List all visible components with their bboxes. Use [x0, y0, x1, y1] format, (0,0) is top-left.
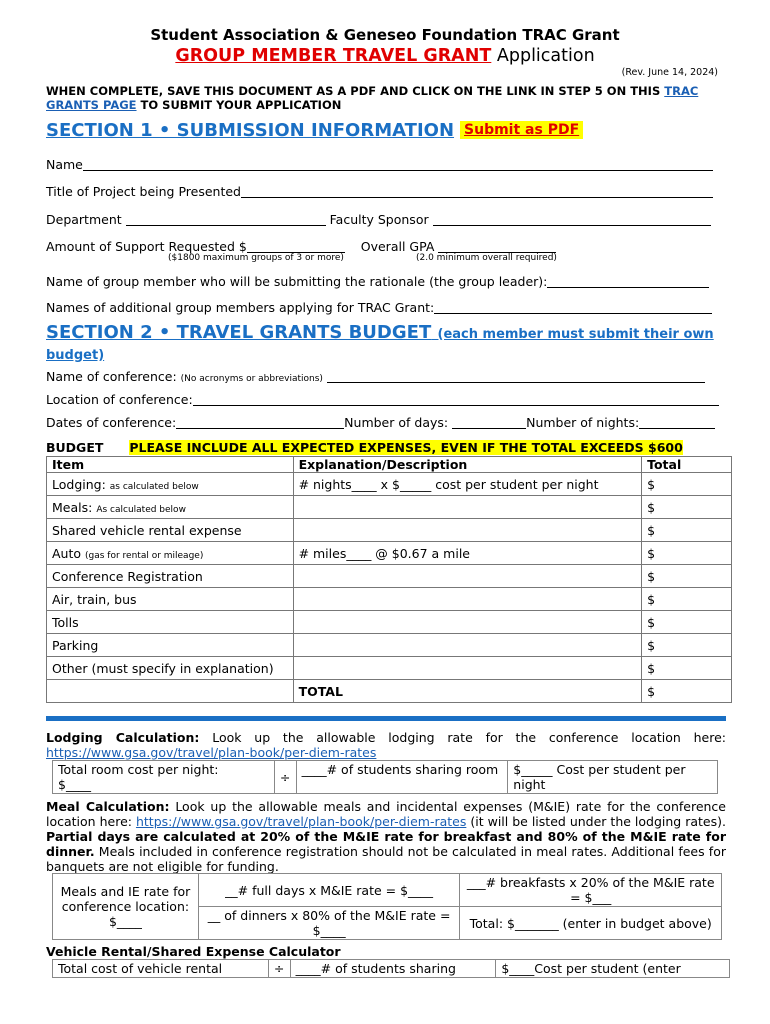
gpa-hint: (2.0 minimum overall required) [416, 253, 557, 263]
conference-dates-label: Dates of conference: [46, 415, 177, 430]
form-subtitle-suffix: Application [491, 46, 595, 66]
lodging-calc-table [52, 760, 718, 794]
budget-row [47, 565, 732, 588]
budget-row [47, 588, 732, 611]
room-cost-label: Total room cost per night: [58, 762, 219, 777]
nights-field[interactable] [639, 415, 715, 429]
dinners-cell[interactable]: __ of dinners x 80% of the M&IE rate = $____ [198, 907, 460, 940]
meal-gsa-link[interactable]: https://www.gsa.gov/travel/plan-book/per-diem-rates [135, 814, 467, 829]
meal-calc-table [52, 873, 722, 940]
budget-total-cell[interactable]: $ [642, 657, 732, 680]
meal-calc-partial-days: Partial days are calculated at 20% of the M&IE rate for breakfast and 80% of the M&IE rate for dinner. [46, 829, 726, 859]
budget-row [47, 496, 732, 519]
budget-explanation-cell[interactable] [293, 657, 642, 680]
amount-row [46, 239, 556, 254]
budget-item-cell [47, 634, 294, 657]
total-value[interactable]: $ [642, 680, 732, 703]
meal-calc-heading: Meal Calculation: [46, 799, 170, 814]
total-label: TOTAL [293, 680, 642, 703]
submission-instructions [46, 84, 726, 112]
budget-total-cell[interactable]: $ [642, 496, 732, 519]
vehicle-calc-table [52, 959, 730, 978]
budget-item-cell [47, 657, 294, 680]
budget-item-label: Shared vehicle rental expense [52, 522, 242, 538]
col-item: Item [47, 457, 294, 473]
amount-hint: ($1800 maximum groups of 3 or more) [168, 253, 344, 263]
meal-rate-label: Meals and IE rate for conference location: [60, 884, 191, 914]
department-field[interactable] [126, 212, 326, 226]
department-label: Department [46, 212, 122, 227]
meal-calc-desc-1: Look up the allowable meals and incidental expenses (M&IE) rate for the conference location here: [46, 799, 726, 829]
faculty-sponsor-label: Faculty Sponsor [329, 212, 429, 227]
group-leader-label: Name of group member who will be submitting the rationale (the group leader): [46, 274, 548, 289]
meal-calc-desc-3: Meals included in conference registration should not be calculated in meal rates. Additional fees for banquets are not eligible for funding. [46, 844, 726, 874]
faculty-sponsor-field[interactable] [433, 212, 711, 226]
lodging-calc-text [46, 730, 726, 760]
vehicle-students-cell[interactable]: ____# of students sharing [290, 960, 496, 978]
project-title-row [46, 184, 713, 199]
budget-item-cell [47, 473, 294, 496]
budget-total-cell[interactable]: $ [642, 473, 732, 496]
col-explanation: Explanation/Description [293, 457, 642, 473]
section2-heading [46, 323, 726, 365]
name-label: Name [46, 157, 83, 172]
budget-item-label: Lodging: [52, 476, 106, 492]
budget-item-label: Air, train, bus [52, 591, 137, 607]
section2-heading-text: SECTION 2 • TRAVEL GRANTS BUDGET [46, 322, 432, 343]
conference-name-label: Name of conference: [46, 369, 177, 384]
conference-location-row [46, 392, 719, 407]
conference-location-label: Location of conference: [46, 392, 193, 407]
name-field[interactable] [83, 157, 713, 171]
budget-explanation-cell[interactable]: # nights____ x $_____ cost per student per night [293, 473, 642, 496]
budget-explanation-cell[interactable] [293, 588, 642, 611]
lodging-gsa-link[interactable]: https://www.gsa.gov/travel/plan-book/per-diem-rates [46, 745, 377, 760]
budget-item-cell [47, 565, 294, 588]
breakfasts-cell[interactable]: ___# breakfasts x 20% of the M&IE rate = $___ [460, 874, 722, 907]
instructions-text-2: TO SUBMIT YOUR APPLICATION [136, 98, 342, 112]
col-total: Total [642, 457, 732, 473]
budget-total-cell[interactable]: $ [642, 565, 732, 588]
budget-item-label: Auto [52, 545, 82, 561]
budget-explanation-cell[interactable] [293, 519, 642, 542]
conference-dates-field[interactable] [176, 415, 344, 429]
section1-heading-text: SECTION 1 • SUBMISSION INFORMATION [46, 120, 455, 141]
budget-item-label: Conference Registration [52, 568, 203, 584]
full-days-cell[interactable]: __# full days x M&IE rate = $____ [198, 874, 460, 907]
budget-table [46, 456, 732, 703]
meal-rate-value: $____ [108, 914, 142, 929]
revision-date: (Rev. June 14, 2024) [621, 67, 718, 78]
budget-item-cell [47, 542, 294, 565]
trac-grants-link[interactable]: TRAC GRANTS PAGE [46, 84, 699, 112]
form-subtitle [0, 46, 770, 66]
budget-header [46, 440, 683, 455]
students-sharing-room-cell[interactable]: ____# of students sharing room [296, 761, 508, 794]
project-title-label: Title of Project being Presented [46, 184, 241, 199]
form-title: Student Association & Geneseo Foundation TRAC Grant [150, 26, 620, 44]
budget-item-note: as calculated below [109, 481, 199, 492]
group-leader-row [46, 274, 709, 289]
budget-total-cell[interactable]: $ [642, 542, 732, 565]
meal-calc-desc-2: (it will be listed under the lodging rates). [466, 814, 726, 829]
meal-calc-text [46, 799, 726, 874]
lodging-calc-heading: Lodging Calculation: [46, 730, 200, 745]
budget-item-note: As calculated below [96, 504, 186, 515]
additional-members-label: Names of additional group members applying for TRAC Grant: [46, 300, 435, 315]
vehicle-cost-per-student-cell[interactable]: $____Cost per student (enter [496, 960, 730, 978]
budget-explanation-cell[interactable] [293, 634, 642, 657]
meal-total-cell[interactable]: Total: $_______ (enter in budget above) [460, 907, 722, 940]
budget-explanation-cell[interactable] [293, 496, 642, 519]
budget-header-row [47, 457, 732, 473]
budget-row [47, 519, 732, 542]
conference-name-field[interactable] [327, 369, 705, 383]
budget-total-cell[interactable]: $ [642, 519, 732, 542]
conference-name-row [46, 369, 705, 384]
amount-field[interactable] [247, 239, 345, 253]
budget-label: BUDGET [46, 440, 104, 455]
conference-dates-row [46, 415, 715, 430]
budget-total-row [47, 680, 732, 703]
budget-item-cell [47, 519, 294, 542]
section-divider [46, 716, 726, 721]
submit-pdf-button[interactable]: Submit as PDF [460, 121, 583, 139]
budget-item-cell [47, 588, 294, 611]
budget-row [47, 611, 732, 634]
budget-item-label: Other (must specify in explanation) [52, 660, 274, 676]
budget-explanation-cell[interactable] [293, 565, 642, 588]
amount-label: Amount of Support Requested $ [46, 239, 247, 254]
budget-item-cell [47, 496, 294, 519]
days-label: Number of days: [344, 415, 449, 430]
budget-item-label: Tolls [52, 614, 79, 630]
budget-row [47, 542, 732, 565]
budget-row [47, 657, 732, 680]
additional-members-field[interactable] [434, 300, 712, 314]
gpa-field[interactable] [438, 239, 556, 253]
budget-row [47, 634, 732, 657]
budget-total-cell[interactable]: $ [642, 634, 732, 657]
lodging-calc-desc: Look up the allowable lodging rate for the conference location here: [199, 730, 726, 745]
days-field[interactable] [452, 415, 526, 429]
vehicle-divide-icon: ÷ [268, 960, 290, 978]
budget-item-label: Meals: [52, 499, 93, 515]
meal-rate-cell[interactable] [53, 874, 199, 940]
budget-item-note: (gas for rental or mileage) [85, 550, 204, 561]
group-leader-field[interactable] [547, 274, 709, 288]
instructions-text-1: WHEN COMPLETE, SAVE THIS DOCUMENT AS A PDF AND CLICK ON THE LINK IN STEP 5 ON THIS [46, 84, 665, 98]
room-cost-cell[interactable] [53, 761, 275, 794]
budget-explanation-cell[interactable] [293, 611, 642, 634]
nights-label: Number of nights: [526, 415, 640, 430]
cost-per-student-night-cell[interactable]: $_____ Cost per student per night [508, 761, 718, 794]
gpa-label: Overall GPA [360, 239, 435, 254]
budget-explanation-cell[interactable]: # miles____ @ $0.67 a mile [293, 542, 642, 565]
vehicle-cost-cell[interactable]: Total cost of vehicle rental [53, 960, 269, 978]
form-subtitle-red: GROUP MEMBER TRAVEL GRANT [175, 46, 492, 66]
budget-total-cell[interactable]: $ [642, 611, 732, 634]
conference-location-field[interactable] [193, 392, 719, 406]
room-cost-value: $____ [58, 777, 91, 792]
section2-heading-sub: (each member must submit their own budget) [46, 327, 714, 363]
budget-item-label: Parking [52, 637, 99, 653]
project-title-field[interactable] [241, 184, 713, 198]
total-empty-cell [47, 680, 294, 703]
budget-total-cell[interactable]: $ [642, 588, 732, 611]
name-row [46, 157, 713, 172]
department-row [46, 212, 711, 227]
budget-rows [47, 473, 732, 680]
additional-members-row [46, 300, 712, 315]
section1-heading [46, 120, 583, 141]
budget-notice: PLEASE INCLUDE ALL EXPECTED EXPENSES, EVEN IF THE TOTAL EXCEEDS $600 [129, 440, 683, 455]
vehicle-calc-heading: Vehicle Rental/Shared Expense Calculator [46, 944, 341, 959]
divide-icon: ÷ [274, 761, 296, 794]
budget-row [47, 473, 732, 496]
conference-name-hint: (No acronyms or abbreviations) [180, 374, 323, 384]
budget-item-cell [47, 611, 294, 634]
